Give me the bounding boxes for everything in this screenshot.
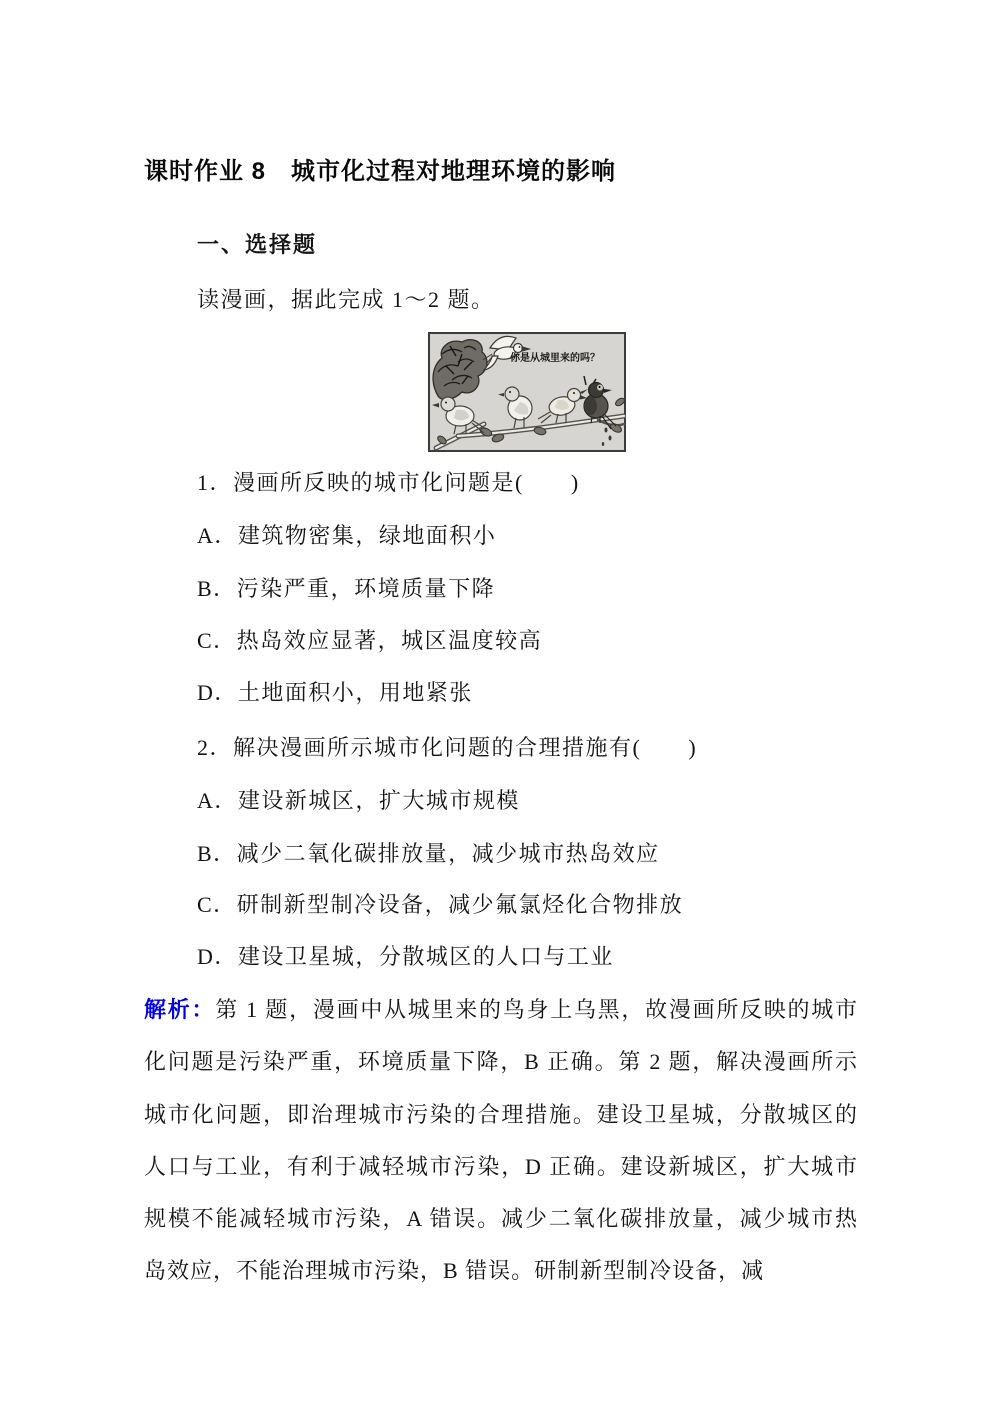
- analysis-label: 解析：: [144, 997, 216, 1022]
- cartoon-figure: [428, 332, 626, 452]
- page-title: 课时作业 8 城市化过程对地理环境的影响: [144, 158, 617, 185]
- question-2-option-a: A．建设新城区，扩大城市规模: [197, 788, 520, 813]
- question-2-option-c: C．研制新型制冷设备，减少氟氯烃化合物排放: [197, 892, 684, 917]
- analysis-line: 岛效应，不能治理城市污染，B 错误。研制新型制冷设备，减: [144, 1258, 765, 1283]
- question-1-option-d: D．土地面积小，用地紧张: [197, 680, 473, 705]
- cartoon-image: [428, 332, 626, 452]
- section-heading: 一、选择题: [197, 232, 318, 257]
- analysis-line: 规模不能减轻城市污染，A 错误。减少二氧化碳排放量，减少城市热: [144, 1206, 858, 1231]
- question-1-stem: 1．漫画所反映的城市化问题是( ): [197, 470, 580, 495]
- question-2-option-b: B．减少二氧化碳排放量，减少城市热岛效应: [197, 841, 660, 866]
- cartoon-caption: 你是从城里来的吗？: [510, 353, 600, 364]
- question-2-stem: 2．解决漫画所示城市化问题的合理措施有( ): [197, 735, 698, 760]
- question-2-option-d: D．建设卫星城，分散城区的人口与工业: [197, 944, 614, 969]
- question-1-option-a: A．建筑物密集，绿地面积小: [197, 523, 497, 548]
- analysis-line: 人口与工业，有利于减轻城市污染，D 正确。建设新城区，扩大城市: [144, 1154, 858, 1179]
- analysis-line: [144, 993, 858, 1024]
- question-1-option-c: C．热岛效应显著，城区温度较高: [197, 628, 543, 653]
- question-1-option-b: B．污染严重，环境质量下降: [197, 576, 496, 601]
- analysis-text: 第 1 题，漫画中从城里来的鸟身上乌黑，故漫画所反映的城市: [215, 997, 858, 1022]
- analysis-line: 城市化问题，即治理城市污染的合理措施。建设卫星城，分散城区的: [144, 1102, 858, 1127]
- analysis-line: 化问题是污染严重，环境质量下降，B 正确。第 2 题，解决漫画所示: [144, 1049, 858, 1074]
- intro-text: 读漫画，据此完成 1～2 题。: [197, 287, 495, 312]
